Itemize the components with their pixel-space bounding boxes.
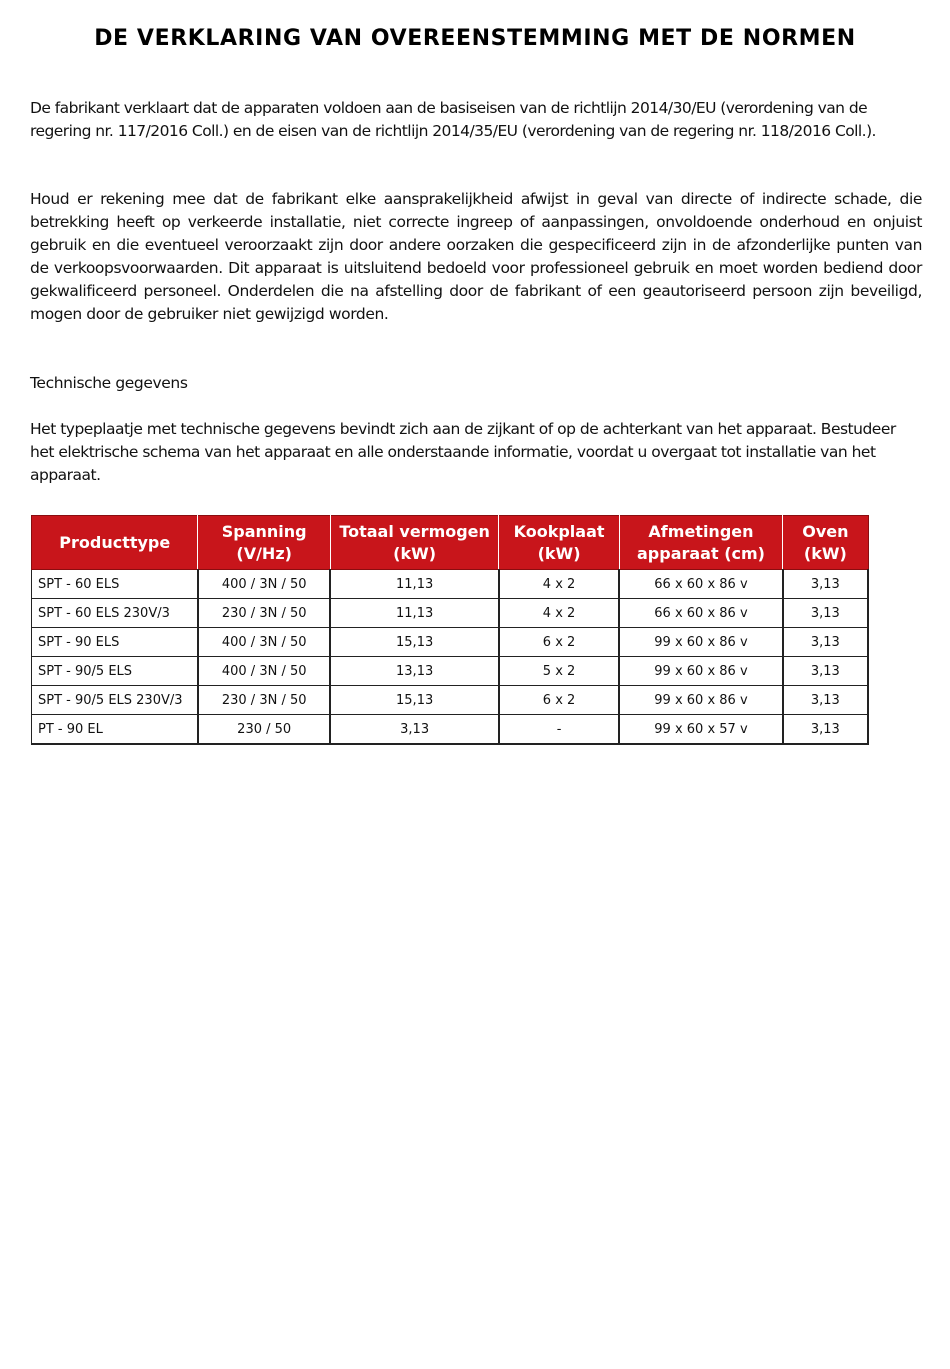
page-title: DE VERKLARING VAN OVEREENSTEMMING MET DE NORMEN [94, 26, 856, 51]
cell-oven: 3,13 [783, 570, 868, 599]
header-line: Kookplaat [513, 521, 605, 541]
cell-totaal-vermogen: 15,13 [330, 686, 499, 715]
cell-kookplaat: 4 x 2 [499, 599, 619, 628]
cell-spanning: 230 / 50 [198, 715, 330, 745]
cell-totaal-vermogen: 13,13 [330, 657, 499, 686]
cell-producttype: SPT - 90 ELS [32, 628, 198, 657]
cell-kookplaat: - [499, 715, 619, 745]
cell-totaal-vermogen: 11,13 [330, 599, 499, 628]
cell-afmetingen: 66 x 60 x 86 v [619, 599, 782, 628]
table-row [32, 599, 869, 628]
cell-afmetingen: 66 x 60 x 86 v [619, 570, 782, 599]
cell-afmetingen: 99 x 60 x 86 v [619, 628, 782, 657]
cell-producttype: SPT - 60 ELS [32, 570, 198, 599]
header-line: Totaal vermogen [339, 521, 490, 541]
header-line: Afmetingen [648, 521, 754, 541]
table-header-row [32, 516, 869, 570]
cell-spanning: 400 / 3N / 50 [198, 657, 330, 686]
cell-oven: 3,13 [783, 686, 868, 715]
cell-oven: 3,13 [783, 715, 868, 745]
header-line: (kW) [393, 543, 437, 563]
directive-paragraph: De fabrikant verklaart dat de apparaten voldoen aan de basiseisen van de richtlijn 2014/30/EU (verordening van de regering nr. 117/2016 Coll.) en de eisen van de richtlijn 2014/35/EU (verordening van de regering nr. 118/2016 Coll.). [30, 99, 876, 140]
header-producttype [32, 516, 198, 570]
header-kookplaat [499, 516, 619, 570]
table-row [32, 628, 869, 657]
table-row [32, 715, 869, 745]
cell-spanning: 400 / 3N / 50 [198, 628, 330, 657]
header-line: apparaat (cm) [636, 543, 765, 563]
cell-kookplaat: 6 x 2 [499, 628, 619, 657]
table-row [32, 686, 869, 715]
cell-producttype: PT - 90 EL [32, 715, 198, 745]
header-oven [783, 516, 868, 570]
header-line: Producttype [59, 532, 171, 552]
technical-data-table [31, 515, 869, 745]
table-row [32, 570, 869, 599]
header-line: (kW) [537, 543, 581, 563]
header-afmetingen [619, 516, 782, 570]
table-row [32, 657, 869, 686]
cell-oven: 3,13 [783, 657, 868, 686]
cell-afmetingen: 99 x 60 x 57 v [619, 715, 782, 745]
section-heading: Technische gegevens [30, 374, 188, 392]
cell-producttype: SPT - 90/5 ELS 230V/3 [32, 686, 198, 715]
cell-oven: 3,13 [783, 628, 868, 657]
cell-totaal-vermogen: 3,13 [330, 715, 499, 745]
cell-spanning: 230 / 3N / 50 [198, 599, 330, 628]
nameplate-paragraph: Het typeplaatje met technische gegevens bevindt zich aan de zijkant of op de achterkant van het apparaat. Bestudeer het elektrische schema van het apparaat en alle onderstaande informatie, voordat u overgaat tot installatie van het apparaat. [30, 420, 896, 484]
header-line: Spanning [221, 521, 307, 541]
liability-paragraph: Houd er rekening mee dat de fabrikant elke aansprakelijkheid afwijst in geval van directe of indirecte schade, die betrekking heeft op verkeerde installatie, niet correcte ingreep of aanpassingen, onvoldoende onderhoud en onjuist gebruik en die eventueel veroorzaakt zijn door andere oorzaken die gespecificeerd zijn in de afzonderlijke punten van de verkoopsvoorwaarden. Dit apparaat is uitsluitend bedoeld voor professioneel gebruik en moet worden bediend door gekwalificeerd personeel. Onderdelen die na afstelling door de fabrikant of een geautoriseerd persoon zijn beveiligd, mogen door de gebruiker niet gewijzigd worden. [30, 190, 922, 323]
cell-totaal-vermogen: 11,13 [330, 570, 499, 599]
header-line: (V/Hz) [236, 543, 292, 563]
cell-kookplaat: 6 x 2 [499, 686, 619, 715]
cell-oven: 3,13 [783, 599, 868, 628]
cell-producttype: SPT - 60 ELS 230V/3 [32, 599, 198, 628]
header-totaal-vermogen [330, 516, 499, 570]
cell-kookplaat: 5 x 2 [499, 657, 619, 686]
header-spanning [198, 516, 330, 570]
cell-producttype: SPT - 90/5 ELS [32, 657, 198, 686]
header-line: (kW) [803, 543, 847, 563]
cell-afmetingen: 99 x 60 x 86 v [619, 657, 782, 686]
cell-afmetingen: 99 x 60 x 86 v [619, 686, 782, 715]
cell-spanning: 400 / 3N / 50 [198, 570, 330, 599]
cell-totaal-vermogen: 15,13 [330, 628, 499, 657]
cell-spanning: 230 / 3N / 50 [198, 686, 330, 715]
header-line: Oven [802, 521, 849, 541]
cell-kookplaat: 4 x 2 [499, 570, 619, 599]
